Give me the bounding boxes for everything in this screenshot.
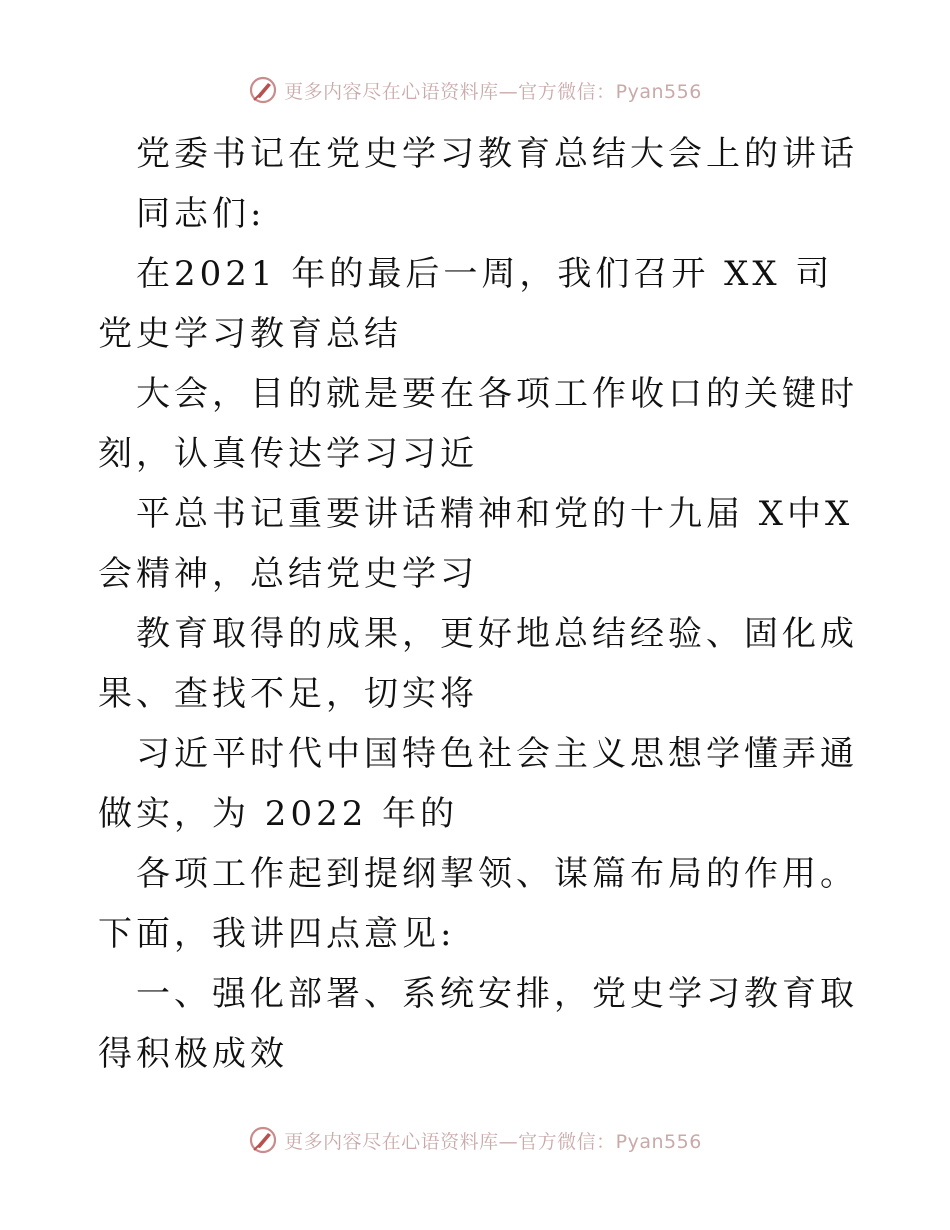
- paragraph: 大会，目的就是要在各项工作收口的关键时刻，认真传达学习习近: [98, 374, 858, 474]
- paragraph: 在2021 年的最后一周，我们召开 XX 司党史学习教育总结: [98, 254, 834, 354]
- document-body: [98, 124, 858, 1084]
- paragraph: 各项工作起到提纲挈领、谋篇布局的作用。下面，我讲四点意见:: [98, 854, 858, 954]
- paragraph: 教育取得的成果，更好地总结经验、固化成果、查找不足，切实将: [98, 614, 858, 714]
- watermark-footer: [0, 1120, 950, 1160]
- watermark-text: 更多内容尽在心语资料库—官方微信：Pyan556: [284, 80, 702, 103]
- section-heading: 一、强化部署、系统安排，党史学习教育取得积极成效: [98, 974, 858, 1074]
- paragraph: 习近平时代中国特色社会主义思想学懂弄通做实，为 2022 年的: [98, 734, 858, 834]
- watermark-text: 更多内容尽在心语资料库—官方微信：Pyan556: [284, 1130, 702, 1153]
- watermark-header: [0, 70, 950, 110]
- quill-pen-circle-icon: [248, 75, 278, 105]
- quill-pen-circle-icon: [248, 1125, 278, 1155]
- document-title: 党委书记在党史学习教育总结大会上的讲话: [136, 134, 858, 174]
- paragraph: 同志们:: [136, 194, 266, 234]
- paragraph: 平总书记重要讲话精神和党的十九届 X中X会精神，总结党史学习: [98, 494, 854, 594]
